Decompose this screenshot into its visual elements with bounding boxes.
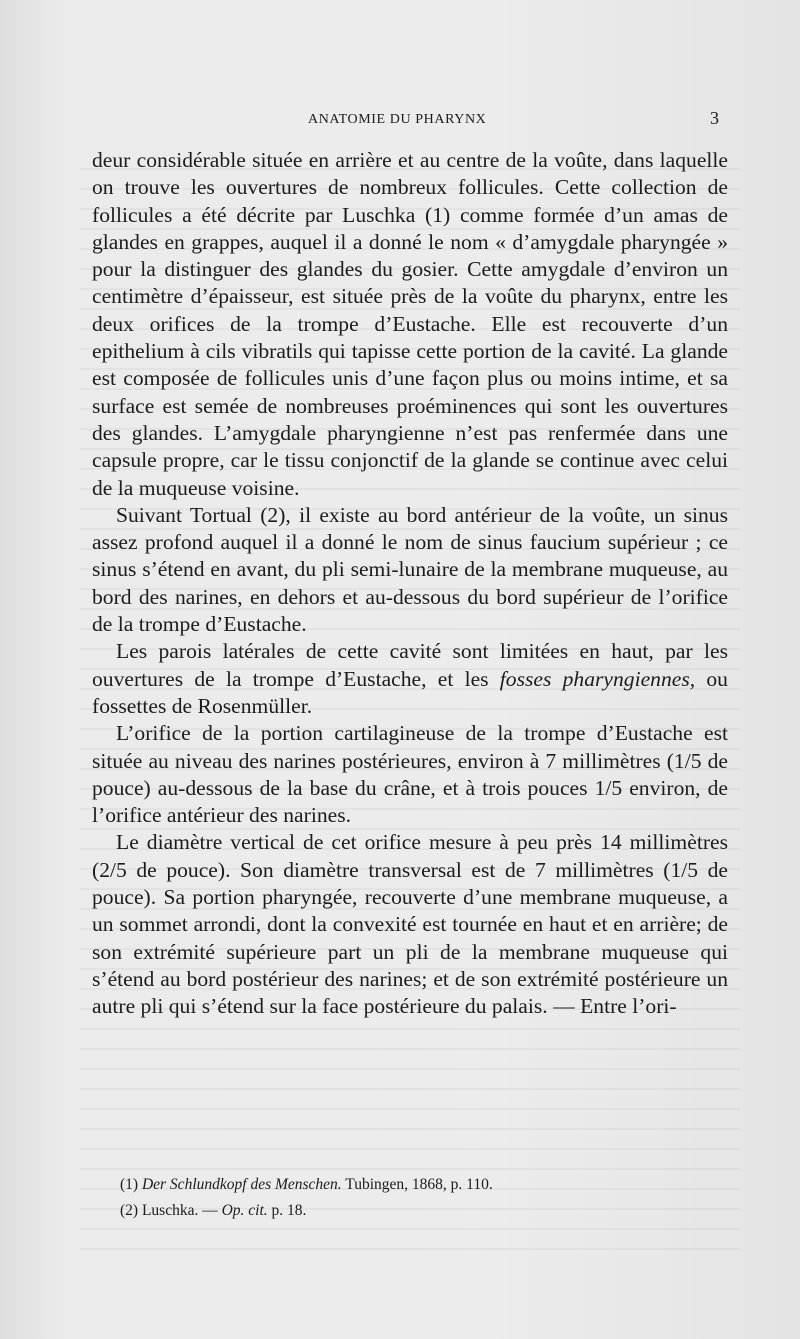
page-number: 3 <box>710 108 719 128</box>
italic-text: fosses pharyngiennes, <box>499 666 696 691</box>
text-run: L’orifice de la portion cartilagineuse de la trompe d’Eustache est située au niveau des narines postérieures, environ à 7 millimètres (1/5 de pouce) au-dessous de la base du crâne, et à trois pouces 1/5 environ, de l’orifice antérieur des narines. <box>92 721 728 828</box>
body-text <box>92 147 728 1021</box>
footnotes <box>120 1172 720 1224</box>
text-run: deur considérable située en arrière et au centre de la voûte, dans laquelle on trouve les ouvertures de nombreux follicules. Cette collection de follicules a été décrite par Luschka (1) comme formée d’un amas de glandes en grappes, auquel il a donné le nom « d’amygdale pharyngée » pour la distinguer des glandes du gosier. Cette amygdale d’environ un centimètre d’épaisseur, est située près de la voûte du pharynx, entre les deux orifices de la trompe d’Eustache. Elle est recouverte d’un epithelium à cils vibratils qui tapisse cette portion de la cavité. La glande est composée de follicules unis d’une façon plus ou moins intime, et sa surface est semée de nombreuses proéminences qui sont les ouvertures des glandes. L’amygdale pharyngienne n’est pas renfermée dans une capsule propre, car le tissu conjonctif de la glande se continue avec celui de la muqueuse voisine. <box>92 148 728 500</box>
italic-text: des Menschen. <box>250 1176 342 1193</box>
text-run: (1) <box>120 1176 142 1193</box>
paragraph <box>92 638 728 720</box>
text-run: Les parois latérales de cette cavité sont limitées en haut, par les ouvertures de la trompe d’Eustache, et les <box>92 639 728 691</box>
text-run: Tubingen, 1868, p. 110. <box>341 1176 493 1193</box>
page-header <box>0 104 800 134</box>
text-run: Le diamètre vertical de cet orifice mesure à peu près 14 millimètres (2/5 de pouce). Son diamètre transversal est de 7 millimètres (1/5 de pouce). Sa portion pharyngée, recouverte d’une membrane muqueuse, a un sommet arrondi, dont la convexité est tournée en haut et en arrière; de son extrémité supérieure part un pli de la membrane muqueuse qui s’étend au bord postérieur des narines; et de son extrémité postérieure un autre pli qui s’étend sur la face postérieure du palais. — Entre l’ori- <box>92 830 728 1019</box>
text-run: (2) Luschka. — <box>120 1202 222 1219</box>
paragraph <box>92 502 728 638</box>
paragraph <box>92 147 728 502</box>
italic-text: Op. cit. <box>221 1202 268 1219</box>
italic-text: Der Schlundkopf <box>141 1176 247 1193</box>
footnote <box>120 1172 720 1198</box>
footnote <box>120 1198 720 1224</box>
running-title: ANATOMIE DU PHARYNX <box>308 112 487 127</box>
text-run: Suivant Tortual (2), il existe au bord antérieur de la voûte, un sinus assez profond auquel il a donné le nom de sinus faucium supérieur ; ce sinus s’étend en avant, du pli semi-lunaire de la membrane muqueuse, au bord des narines, en dehors et au-dessous du bord supérieur de l’orifice de la trompe d’Eustache. <box>92 502 728 637</box>
text-run: ou fossettes de Rosenmüller. <box>92 666 728 718</box>
text-run: p. 18. <box>267 1202 307 1219</box>
paragraph <box>92 720 728 829</box>
paragraph <box>92 829 728 1020</box>
